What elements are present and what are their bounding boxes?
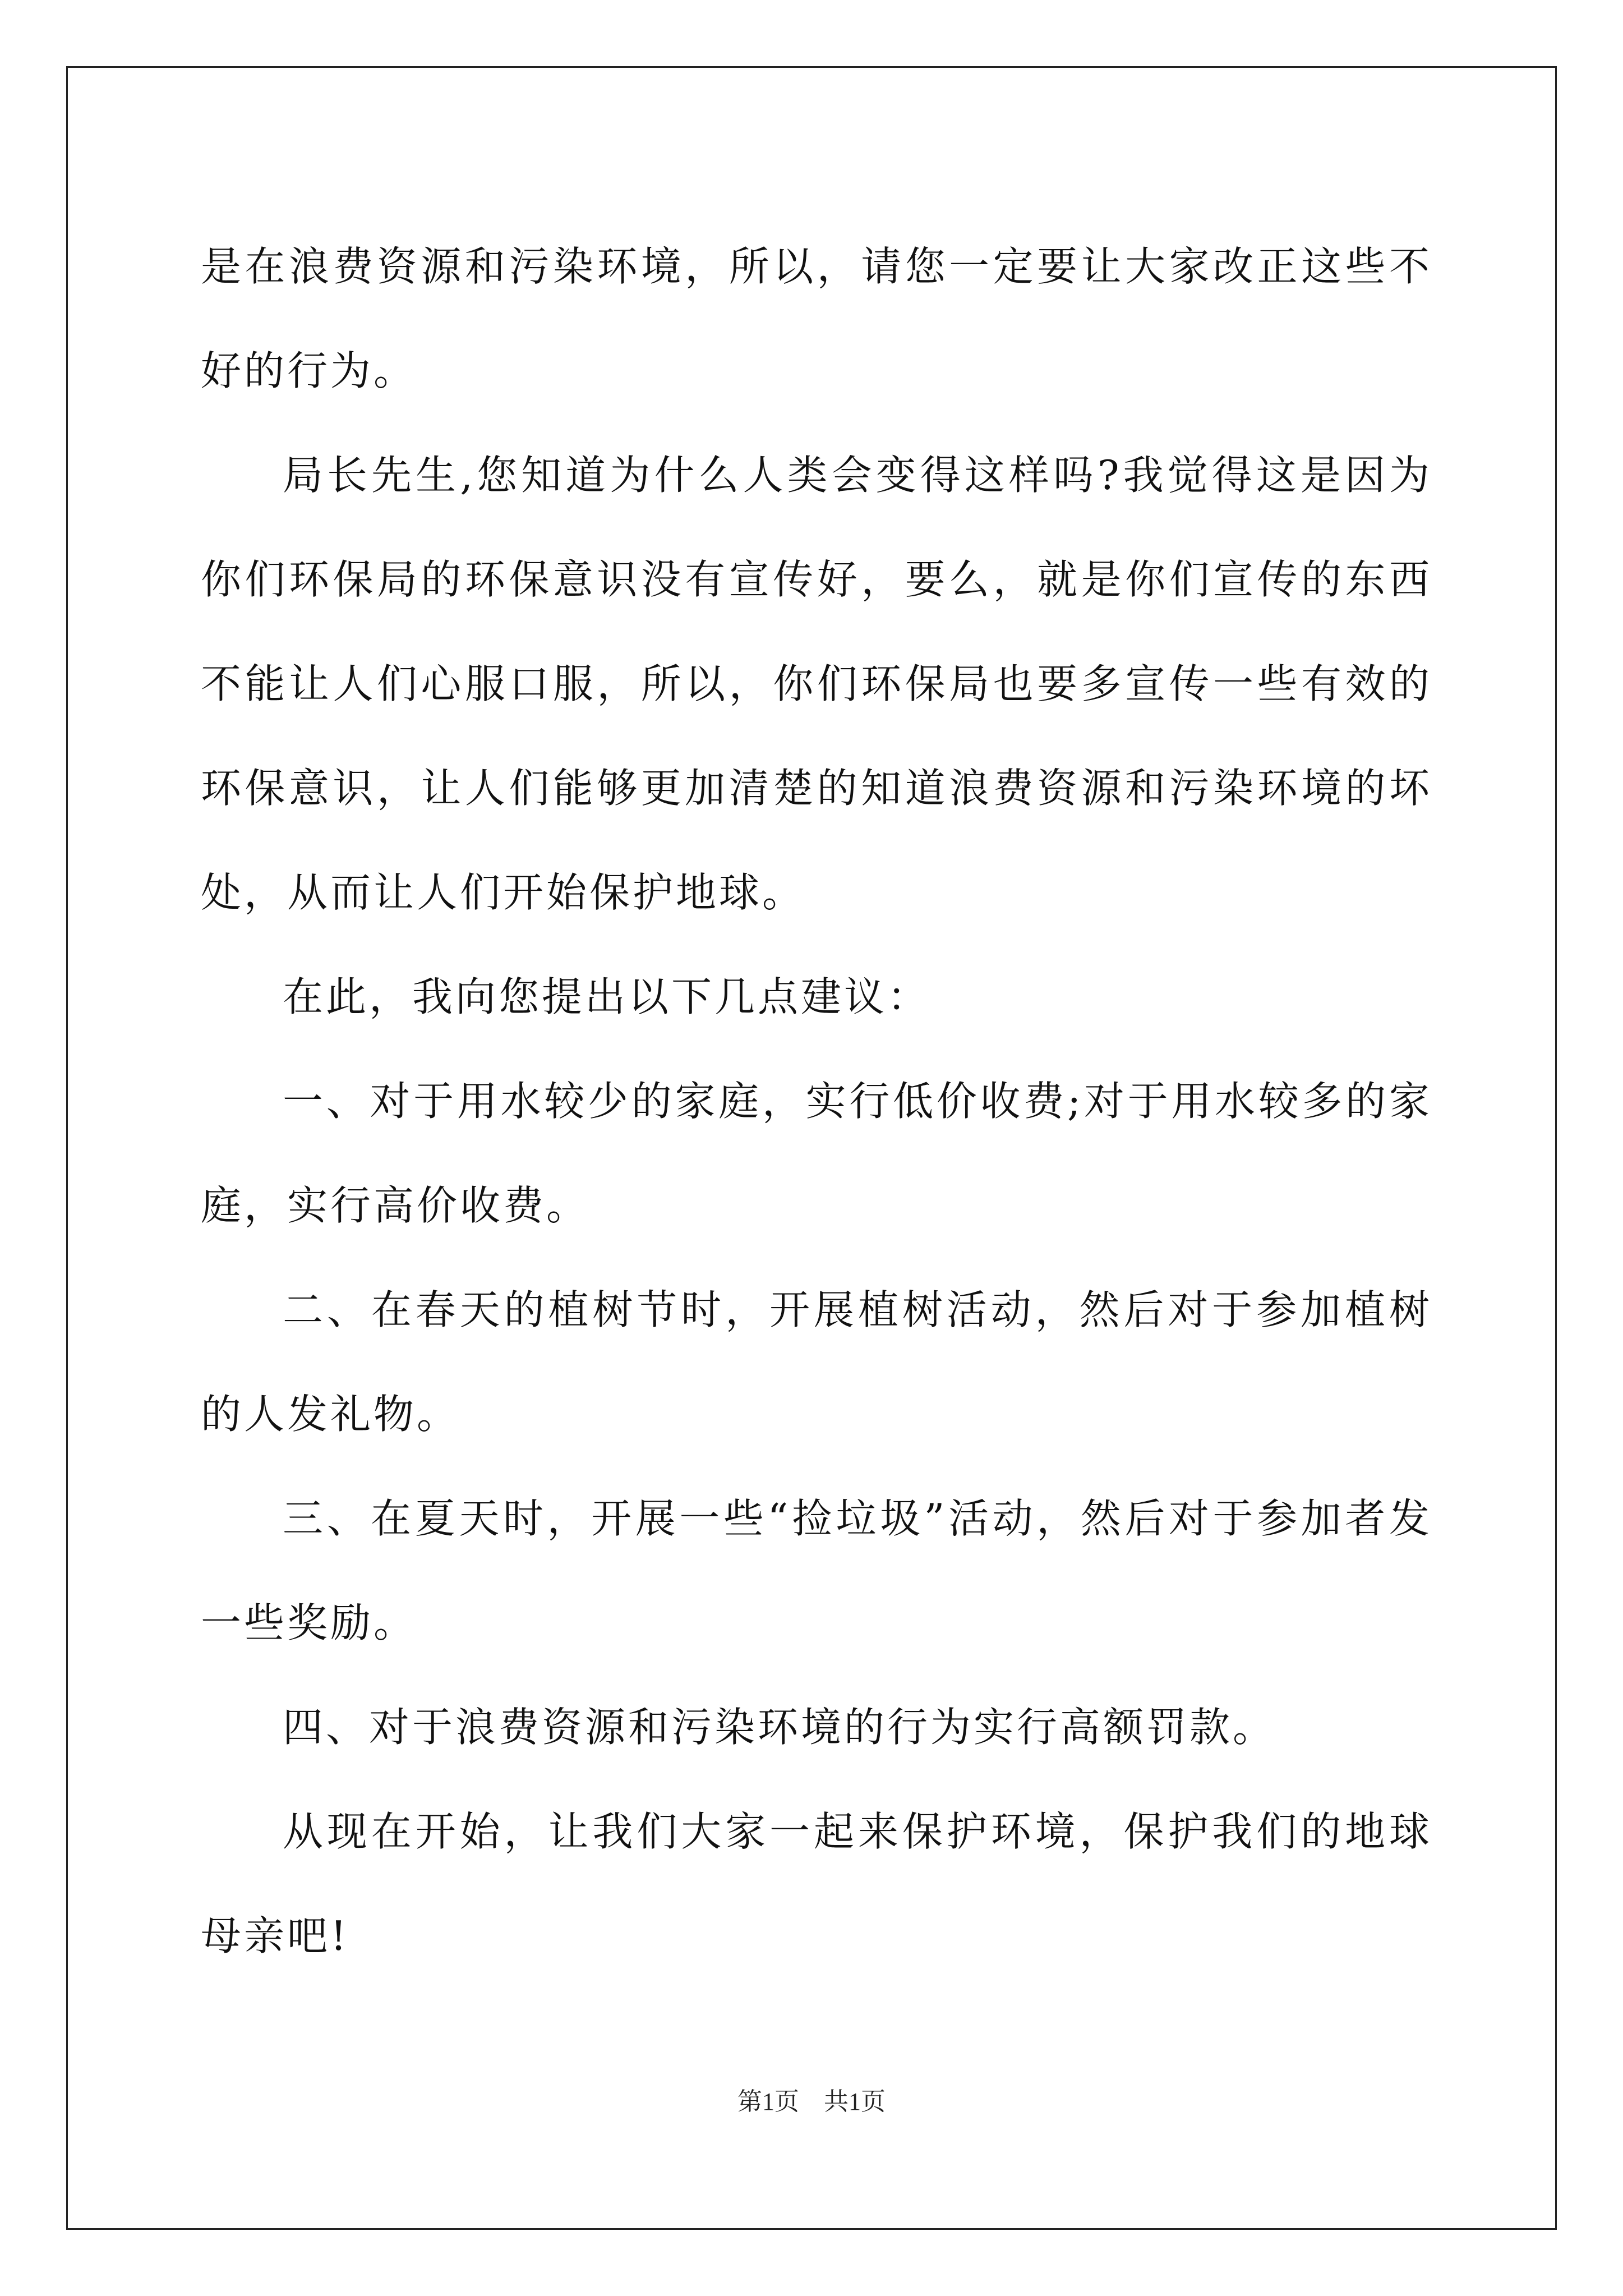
- paragraph-awareness: 局长先生,您知道为什么人类会变得这样吗?我觉得这是因为你们环保局的环保意识没有宣传好，要么，就是你们宣传的东西不能让人们心服口服，所以，你们环保局也要多宣传一些有效的环保意识，让人们能够更加清楚的知道浪费资源和污染环境的坏处，从而让人们开始保护地球。: [201, 452, 1432, 916]
- paragraph-closing: 从现在开始，让我们大家一起来保护环境，保护我们的地球母亲吧!: [201, 1808, 1432, 1959]
- paragraph-suggestion-4: 四、对于浪费资源和污染环境的行为实行高额罚款。: [283, 1704, 1276, 1751]
- page-number-footer: 第1页 共1页: [737, 2088, 886, 2115]
- paragraph-suggestion-3: 三、在夏天时，开展一些“捡垃圾”活动，然后对于参加者发一些奖励。: [201, 1495, 1432, 1646]
- paragraph-suggestion-1: 一、对于用水较少的家庭，实行低价收费;对于用水较多的家庭，实行高价收费。: [201, 1078, 1432, 1229]
- paragraph-continuation: 是在浪费资源和污染环境，所以，请您一定要让大家改正这些不好的行为。: [201, 243, 1432, 394]
- paragraph-suggestion-2: 二、在春天的植树节时，开展植树活动，然后对于参加植树的人发礼物。: [201, 1286, 1432, 1438]
- paragraph-suggestions-intro: 在此，我向您提出以下几点建议：: [283, 973, 931, 1020]
- document-body: [201, 214, 1432, 1988]
